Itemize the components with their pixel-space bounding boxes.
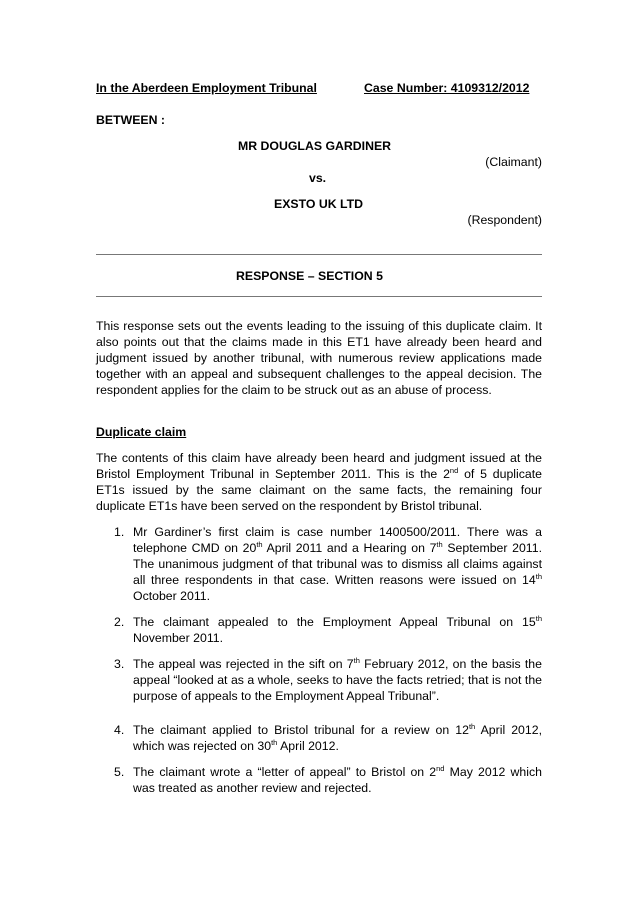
between-label: BETWEEN : (96, 113, 165, 127)
list-item: 1. Mr Gardiner’s first claim is case number 1400500/2011. There was a telephone CMD on 20th April 2011 and a Hearing on 7th September 2011. The unanimous judgment of that tribunal was to dismiss all claims against all three respondents in that case. Written reasons were issued on 14th October 2011. (114, 525, 542, 603)
duplicate-claim-heading: Duplicate claim (96, 425, 187, 439)
section-title: RESPONSE – SECTION 5 (236, 269, 383, 283)
respondent-role: (Respondent) (467, 213, 542, 227)
divider-top (96, 254, 542, 255)
intro-paragraph: This response sets out the events leading to the issuing of this duplicate claim. It also points out that the claims made in this ET1 have already been heard and judgment issued by another tribunal, with numerous review applications made together with an appeal and subsequent challenges to the appeal decision. The respondent applies for the claim to be struck out as an abuse of process. (96, 319, 542, 397)
duplicate-claim-paragraph: The contents of this claim have already been heard and judgment issued at the Bristol Employment Tribunal in September 2011. This is the 2nd of 5 duplicate ET1s issued by the same claimant on the same facts, the remaining four duplicate ET1s have been served on the respondent by Bristol tribunal. (96, 451, 543, 513)
versus-label: vs. (309, 171, 327, 185)
case-number: Case Number: 4109312/2012 (364, 81, 530, 95)
respondent-name: EXSTO UK LTD (274, 197, 364, 211)
claimant-name: MR DOUGLAS GARDINER (238, 139, 392, 153)
tribunal-heading: In the Aberdeen Employment Tribunal (96, 81, 317, 95)
claimant-role: (Claimant) (485, 155, 542, 169)
list-item: 4. The claimant applied to Bristol tribunal for a review on 12th April 2012, which was rejected on 30th April 2012. (114, 722, 542, 753)
list-item: 5. The claimant wrote a “letter of appeal” to Bristol on 2nd May 2012 which was treated as another review and rejected. (114, 764, 542, 795)
list-item: 2. The claimant appealed to the Employment Appeal Tribunal on 15th November 2011. (114, 614, 542, 645)
divider-bottom (96, 296, 542, 297)
list-item: 3. The appeal was rejected in the sift on 7th February 2012, on the basis the appeal “looked at as a whole, seeks to have the facts retried; that is not the purpose of appeals to the Employment Appeal Tribunal”. (114, 656, 542, 703)
